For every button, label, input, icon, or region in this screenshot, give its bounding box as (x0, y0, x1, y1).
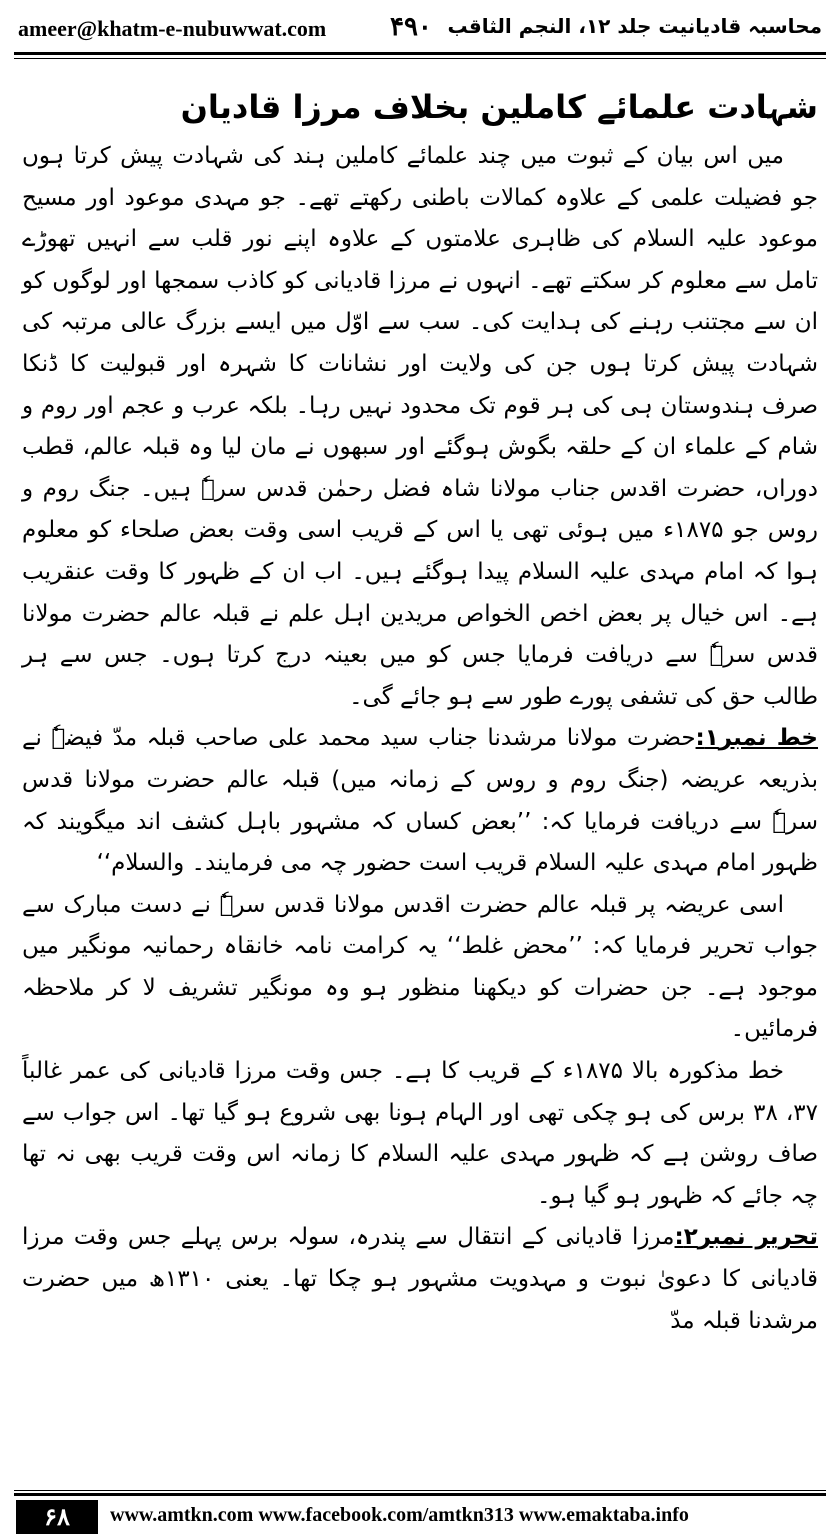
footer-urls: www.amtkn.com www.facebook.com/amtkn313 www.emaktaba.info (110, 1504, 689, 1526)
header-email: ameer@khatm-e-nubuwwat.com (18, 16, 327, 41)
paragraph-3: اسی عریضہ پر قبلہ عالم حضرت اقدس مولانا قدس سرہٗ نے دست مبارک سے جواب تحریر فرمایا کہ: ’’محض غلط‘‘ یہ کرامت نامہ خانقاہ رحمانیہ مونگیر میں موجود ہے۔ جن حضرات کو دیکھنا منظور ہو وہ مونگیر تشریف لا کر ملاحظہ فرمائیں۔ (22, 891, 818, 1043)
section-heading: شہادت علمائے کاملین بخلاف مرزا قادیان (180, 88, 818, 126)
running-header (18, 14, 822, 48)
footer-rule-thick (14, 1493, 826, 1496)
paragraph-2-text: حضرت مولانا مرشدنا جناب سید محمد علی صاحب قبلہ مدّ فیضہٗ نے بذریعہ عریضہ (جنگ روم و روس کے زمانہ میں) قبلہ عالم حضرت مولانا قدس سرہٗ سے دریافت فرمایا کہ: ’’بعض کساں کہ مشہور باہل کشف اند میگویند کہ ظہور امام مہدی علیہ السلام قریب است حضور چہ می فرمایند۔ والسلام‘‘ (22, 725, 818, 877)
page-body (22, 82, 818, 1342)
paragraph-1: میں اس بیان کے ثبوت میں چند علمائے کاملین ہند کی شہادت پیش کرتا ہوں جو فضیلت علمی کے علاوہ کمالات باطنی رکھتے تھے۔ جو مہدی موعود اور مسیح موعود علیہ السلام کی ظاہری علامتوں کے علاوہ اپنے نور قلب سے انہیں تھوڑے تامل سے معلوم کر سکتے تھے۔ انہوں نے مرزا قادیانی کو کاذب سمجھا اور لوگوں کو ان سے مجتنب رہنے کی ہدایت کی۔ سب سے اوّل میں ایسے بزرگ عالی مرتبہ کی شہادت پیش کرتا ہوں جن کی ولایت اور نشانات کا شہرہ اور قبولیت کا ڈنکا صرف ہندوستان ہی کی ہر قوم تک محدود نہیں رہا۔ بلکہ عرب و عجم اور روم و شام کے علماء ان کے حلقہ بگوش ہوگئے اور سبھوں نے مان لیا وہ قبلہ عالم، قطب دوراں، حضرت اقدس جناب مولانا شاہ فضل رحمٰن قدس سرہٗ ہیں۔ جنگ روم و روس جو ۱۸۷۵ء میں ہوئی تھی یا اس کے قریب اسی وقت بعض صلحاء کو معلوم ہوا کہ امام مہدی علیہ السلام پیدا ہوگئے ہیں۔ اب ان کے ظہور کا وقت عنقریب ہے۔ اس خیال پر بعض اخص الخواص مریدین اہل علم نے قبلہ عالم حضرت مولانا قدس سرہٗ سے دریافت فرمایا جس کو میں بعینہ درج کرتا ہوں۔ جس سے ہر طالب حق کی تشفی پورے طور سے ہو جائے گی۔ (22, 143, 818, 710)
letter-label-1: خط نمبر۱: (695, 725, 819, 752)
header-rule-thick (14, 52, 826, 55)
paragraph-2 (22, 718, 818, 884)
header-rule-thin (14, 58, 826, 59)
paragraph-5-text: مرزا قادیانی کے انتقال سے پندرہ، سولہ برس پہلے جس وقت مرزا قادیانی کا دعویٰ نبوت و مہدویت مشہور ہو چکا تھا۔ یعنی ۱۳۱۰ھ میں حضرت مرشدنا قبلہ مدّ (22, 1224, 818, 1334)
paragraph-4: خط مذکورہ بالا ۱۸۷۵ء کے قریب کا ہے۔ جس وقت مرزا قادیانی کی عمر غالباً ۳۷، ۳۸ برس کی ہو چکی تھی اور الہام ہونا بھی شروع ہو گیا تھا۔ اس جواب سے صاف روشن ہے کہ ظہور مہدی علیہ السلام کا زمانہ اس وقت قریب بھی نہ تھا چہ جائے کہ ظہور ہو گیا ہو۔ (22, 1058, 818, 1209)
header-book-title: محاسبہ قادیانیت جلد ۱۲، النجم الثاقب (447, 14, 822, 38)
paragraph-5 (22, 1217, 818, 1342)
footer-rule-thin (14, 1490, 826, 1491)
footer-page-number: ۶۸ (16, 1500, 98, 1534)
header-page-number: ۴۹۰ (390, 12, 432, 42)
letter-label-2: تحریر نمبر۲: (674, 1224, 819, 1251)
